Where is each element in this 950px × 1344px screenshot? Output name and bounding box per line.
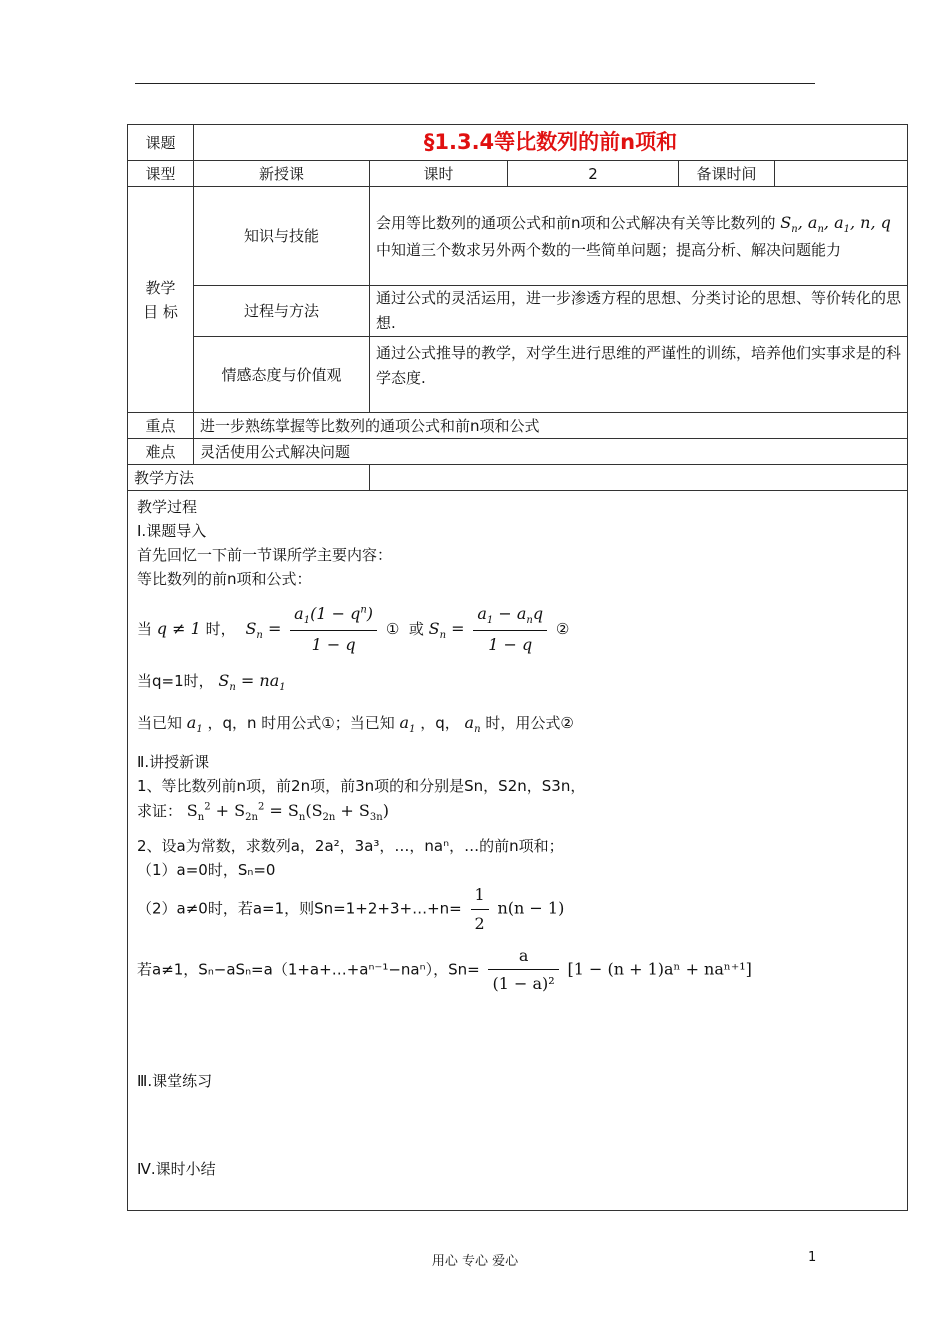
footer-slogan: 用心 专心 爱心 xyxy=(431,1254,519,1269)
header-rule xyxy=(135,83,815,84)
label-type: 课型 xyxy=(128,161,194,187)
usage-text-2: ，q，n 时用公式①；当已知 xyxy=(207,713,395,732)
row-method xyxy=(128,465,908,491)
goal-knowledge-math: $S_n$, $a_n$, $a_1$, n, q xyxy=(780,212,891,236)
row-process xyxy=(128,491,908,1211)
usage-an: $a_n$ xyxy=(464,712,481,736)
case1-condition: q ≠ 1 xyxy=(156,618,201,638)
goal-text-process: 通过公式的灵活运用，进一步渗透方程的思想、分类讨论的思想、等价转化的思想. xyxy=(370,286,908,337)
formula2-lhs: $S_n$ = xyxy=(428,618,465,642)
row-difficulty xyxy=(128,439,908,465)
lesson-plan-table xyxy=(127,124,908,1211)
case-3-numerator: a xyxy=(488,943,558,971)
usage-text-3: ，q， xyxy=(420,713,460,732)
half-denominator: 2 xyxy=(474,913,485,933)
problem-1-formula: $S_n^2 + S_{2n}^2 = S_n(S_{2n} + S_{3n})$ xyxy=(186,801,389,824)
problem-2-case-1: （1）a=0时，Sₙ=0 xyxy=(137,861,276,880)
goal-knowledge-text-before: 会用等比数列的通项公式和前n项和公式解决有关等比数列的 xyxy=(376,213,776,232)
row-goal-knowledge xyxy=(128,187,908,286)
difficulty-text: 灵活使用公式解决问题 xyxy=(194,439,908,465)
section-4-title: Ⅳ.课时小结 xyxy=(137,1159,216,1178)
formula1-lhs: $S_n$ = xyxy=(240,618,282,642)
method-label-text: 教学方法 xyxy=(134,468,195,487)
method-label xyxy=(128,465,370,491)
row-key-point xyxy=(128,413,908,439)
case2-formula: $S_n = na_1$ xyxy=(218,670,286,693)
process-heading: 教学过程 xyxy=(137,498,198,516)
formula1-denominator: 1 − q xyxy=(311,635,356,655)
goal-text-attitude: 通过公式推导的教学，对学生进行思维的严谨性的训练，培养他们实事求是的科学态度. xyxy=(370,337,908,413)
case1-prefix: 当 xyxy=(137,619,153,638)
formula2-circle: ② xyxy=(555,619,570,638)
problem-2-case-3 xyxy=(137,943,898,997)
usage-a1-second: $a_1$ xyxy=(399,712,416,736)
problem-2-case-2 xyxy=(137,882,898,936)
goals-label-line1: 教学 xyxy=(145,278,176,297)
case2-prefix: 当q=1时， xyxy=(137,671,214,690)
hours-value: 2 xyxy=(508,161,679,187)
goals-label-line2: 目 标 xyxy=(143,302,178,321)
row-type xyxy=(128,161,908,187)
usage-text-1: 当已知 xyxy=(137,713,183,732)
row-goal-process xyxy=(128,286,908,337)
case-3-denominator: (1 − a)² xyxy=(492,974,555,994)
difficulty-label: 难点 xyxy=(128,439,194,465)
page-number: 1 xyxy=(808,1250,817,1265)
sum-formula-row xyxy=(137,601,898,658)
section-1-line-2: 等比数列的前n项和公式： xyxy=(137,570,312,588)
key-point-text: 进一步熟练掌握等比数列的通项公式和前n项和公式 xyxy=(194,413,908,439)
formula2-fraction xyxy=(473,601,547,658)
row-topic xyxy=(128,125,908,161)
key-point-label: 重点 xyxy=(128,413,194,439)
half-numerator: 1 xyxy=(471,882,489,910)
section-1-line-1: 首先回忆一下前一节课所学主要内容： xyxy=(137,546,393,564)
case2-row xyxy=(137,668,898,696)
problem-2-case-2-prefix: （2）a≠0时，若a=1，则Sn=1+2+3+…+n= xyxy=(137,899,462,918)
problem-1-prove-label: 求证： xyxy=(137,802,183,821)
method-text xyxy=(370,465,908,491)
page-title: §1.3.4等比数列的前n项和 xyxy=(194,125,908,161)
case-3-fraction xyxy=(488,943,558,997)
formula1-numerator: $a_1(1 - q^n)$ xyxy=(290,601,377,631)
label-topic: 课题 xyxy=(128,125,194,161)
type-value: 新授课 xyxy=(194,161,370,187)
case1-when: 时， xyxy=(205,619,236,638)
row-goal-attitude xyxy=(128,337,908,413)
section-3-title: Ⅲ.课堂练习 xyxy=(137,1071,213,1090)
section-1-title: Ⅰ.课题导入 xyxy=(137,522,207,540)
label-hours: 课时 xyxy=(370,161,508,187)
section-2-title: Ⅱ.讲授新课 xyxy=(137,753,210,772)
problem-2: 2、设a为常数，求数列a，2a²，3a³，…，naⁿ，…的前n项和； xyxy=(137,837,564,856)
usage-text-4: 时，用公式② xyxy=(485,713,574,732)
problem-2-case-2-tail: n(n − 1) xyxy=(497,898,565,918)
goal-text-knowledge xyxy=(370,187,908,286)
problem-1-proof-row xyxy=(137,798,898,826)
half-fraction xyxy=(471,882,489,936)
goals-label xyxy=(128,187,194,413)
usage-row xyxy=(137,710,898,738)
goal-knowledge-text-after: 中知道三个数求另外两个数的一些简单问题；提高分析、解决问题能力 xyxy=(376,241,842,260)
label-prep: 备课时间 xyxy=(679,161,775,187)
formula2-denominator: 1 − q xyxy=(488,635,533,655)
goal-name-knowledge: 知识与技能 xyxy=(194,187,370,286)
formula1-circle: ① xyxy=(385,619,400,638)
formula1-fraction xyxy=(290,601,377,658)
usage-a1-first: $a_1$ xyxy=(186,712,203,736)
problem-1: 1、等比数列前n项，前2n项，前3n项的和分别是Sn，S2n，S3n， xyxy=(137,777,586,796)
problem-2-case-3-prefix: 若a≠1，Sₙ−aSₙ=a（1+a+…+aⁿ⁻¹−naⁿ），Sn= xyxy=(137,960,480,979)
goal-name-attitude: 情感态度与价值观 xyxy=(194,337,370,413)
formula2-numerator: $a_1 - a_nq$ xyxy=(473,601,547,631)
process-cell xyxy=(128,491,908,1211)
prep-value xyxy=(775,161,908,187)
or-text: 或 xyxy=(408,619,424,638)
goal-name-process: 过程与方法 xyxy=(194,286,370,337)
problem-2-case-3-tail: [1 − (n + 1)aⁿ + naⁿ⁺¹] xyxy=(567,959,752,979)
